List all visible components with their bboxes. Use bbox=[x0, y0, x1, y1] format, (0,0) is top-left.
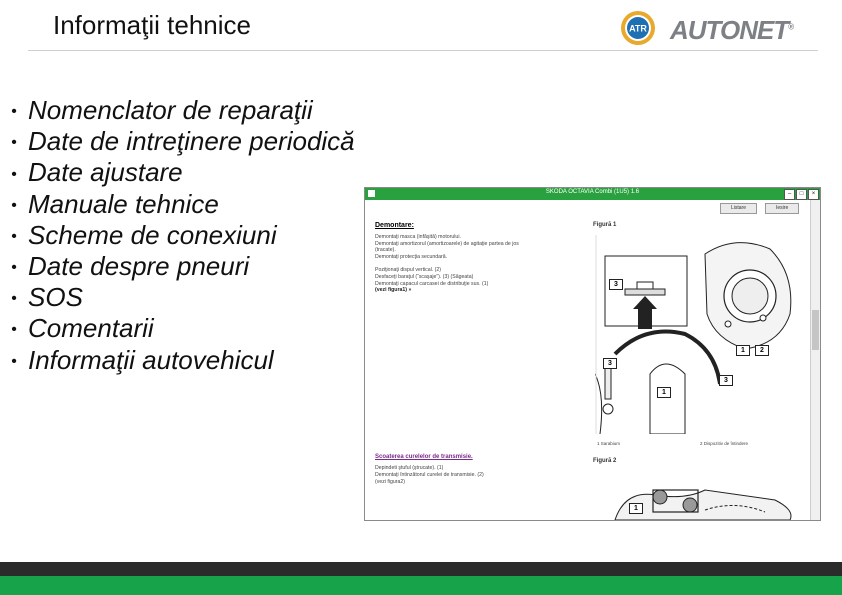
text-line: (tracate). bbox=[375, 247, 396, 254]
section-heading-link[interactable]: Scoaterea curelelor de transmisie. bbox=[375, 454, 473, 461]
list-item bbox=[0, 345, 355, 376]
callout-3: 3 bbox=[603, 358, 617, 369]
text-line: Poziţionaţi dispul vertical. (2) bbox=[375, 266, 442, 273]
bullet: • bbox=[11, 103, 17, 121]
page-title: Informaţii tehnice bbox=[53, 10, 251, 40]
bullet: • bbox=[11, 321, 17, 339]
list-item bbox=[0, 126, 355, 157]
list-item-label: Comentarii bbox=[28, 313, 154, 344]
list-item bbox=[0, 220, 355, 251]
bullet: • bbox=[11, 259, 17, 277]
section-heading: Demontare: bbox=[375, 222, 414, 229]
maximize-button[interactable]: □ bbox=[796, 189, 807, 200]
bullet: • bbox=[11, 134, 17, 152]
list-item-label: Date ajustare bbox=[28, 157, 183, 188]
atr-logo-text: ATR bbox=[629, 23, 647, 34]
footer-dark-band bbox=[0, 562, 842, 576]
window-title: SKODA OCTAVIA Combi (1U5) 1.6 bbox=[545, 189, 640, 195]
autonet-registered-mark: ® bbox=[788, 22, 794, 32]
list-item-label: Date de intreţinere periodică bbox=[28, 126, 355, 157]
bullet: • bbox=[11, 196, 17, 214]
list-item-label: Nomenclator de reparaţii bbox=[28, 95, 313, 125]
procedure-text bbox=[375, 223, 595, 485]
list-item-label: Scheme de conexiuni bbox=[28, 219, 277, 250]
figure-1-caption-left: 1 Sarabium bbox=[597, 441, 621, 446]
figure-1-label: Figură 1 bbox=[593, 222, 617, 228]
bullet: • bbox=[11, 227, 17, 245]
list-item bbox=[0, 157, 355, 188]
app-screenshot bbox=[364, 187, 821, 521]
bullet: • bbox=[11, 165, 17, 183]
feature-list bbox=[0, 95, 355, 376]
atr-logo-icon bbox=[620, 10, 656, 46]
list-item bbox=[0, 95, 355, 126]
list-item bbox=[0, 282, 355, 313]
list-item-label: Manuale tehnice bbox=[28, 188, 219, 219]
callout-1: 1 bbox=[629, 503, 643, 514]
list-item bbox=[0, 189, 355, 220]
callout-3: 3 bbox=[719, 375, 733, 386]
bullet: • bbox=[11, 290, 17, 308]
footer-green-band bbox=[0, 576, 842, 595]
list-item bbox=[0, 251, 355, 282]
print-button[interactable]: Listare bbox=[720, 203, 757, 214]
list-item-label: Informaţii autovehicul bbox=[28, 344, 274, 375]
window-title-bar bbox=[365, 188, 820, 200]
text-line: Demontaţi masca (infăşită) motorului. bbox=[375, 233, 461, 240]
figure-link[interactable]: (vezi figura1) » bbox=[375, 287, 412, 294]
text-line: Demontaţi capacul carcasei de distribuţie sus. (1) bbox=[375, 280, 489, 287]
text-line: Demontaţi întinzătorul curelei de transmisie. (2) bbox=[375, 471, 484, 478]
list-item-label: SOS bbox=[28, 282, 83, 313]
figure-2-label: Figură 2 bbox=[593, 458, 617, 464]
list-item bbox=[0, 313, 355, 344]
exit-button[interactable]: Iesire bbox=[765, 203, 799, 214]
autonet-logo-text: AUTONET bbox=[670, 15, 789, 45]
callout-3: 3 bbox=[609, 279, 623, 290]
figure-1-caption-right: 2 Dispozitiv de întindere bbox=[700, 441, 749, 446]
bullet: • bbox=[11, 352, 17, 370]
vertical-scrollbar[interactable] bbox=[810, 200, 820, 520]
text-line: Desfaceţi baraţul (“scaşaje”). (3) (Săgeata) bbox=[375, 273, 474, 280]
header-divider bbox=[28, 50, 818, 51]
autonet-logo bbox=[670, 15, 793, 46]
scrollbar-thumb[interactable] bbox=[812, 310, 819, 350]
figure-1-diagram bbox=[595, 234, 801, 434]
list-item-label: Date despre pneuri bbox=[28, 250, 250, 281]
figure-2-diagram bbox=[595, 470, 801, 520]
text-line: Demontaţi amortizorul (amortizoarele) de agitaţie partea de jos bbox=[375, 240, 519, 247]
callout-1: 1 bbox=[736, 345, 750, 356]
callout-2: 2 bbox=[755, 345, 769, 356]
text-line: Depindeti ştuful (ştrucate). (1) bbox=[375, 464, 444, 471]
figure-link[interactable]: (vezi figura2) bbox=[375, 478, 405, 485]
callout-1: 1 bbox=[657, 387, 671, 398]
close-button[interactable]: × bbox=[808, 189, 819, 200]
text-line: Demontaţi protecţia secundară. bbox=[375, 254, 448, 261]
minimize-button[interactable]: – bbox=[784, 189, 795, 200]
